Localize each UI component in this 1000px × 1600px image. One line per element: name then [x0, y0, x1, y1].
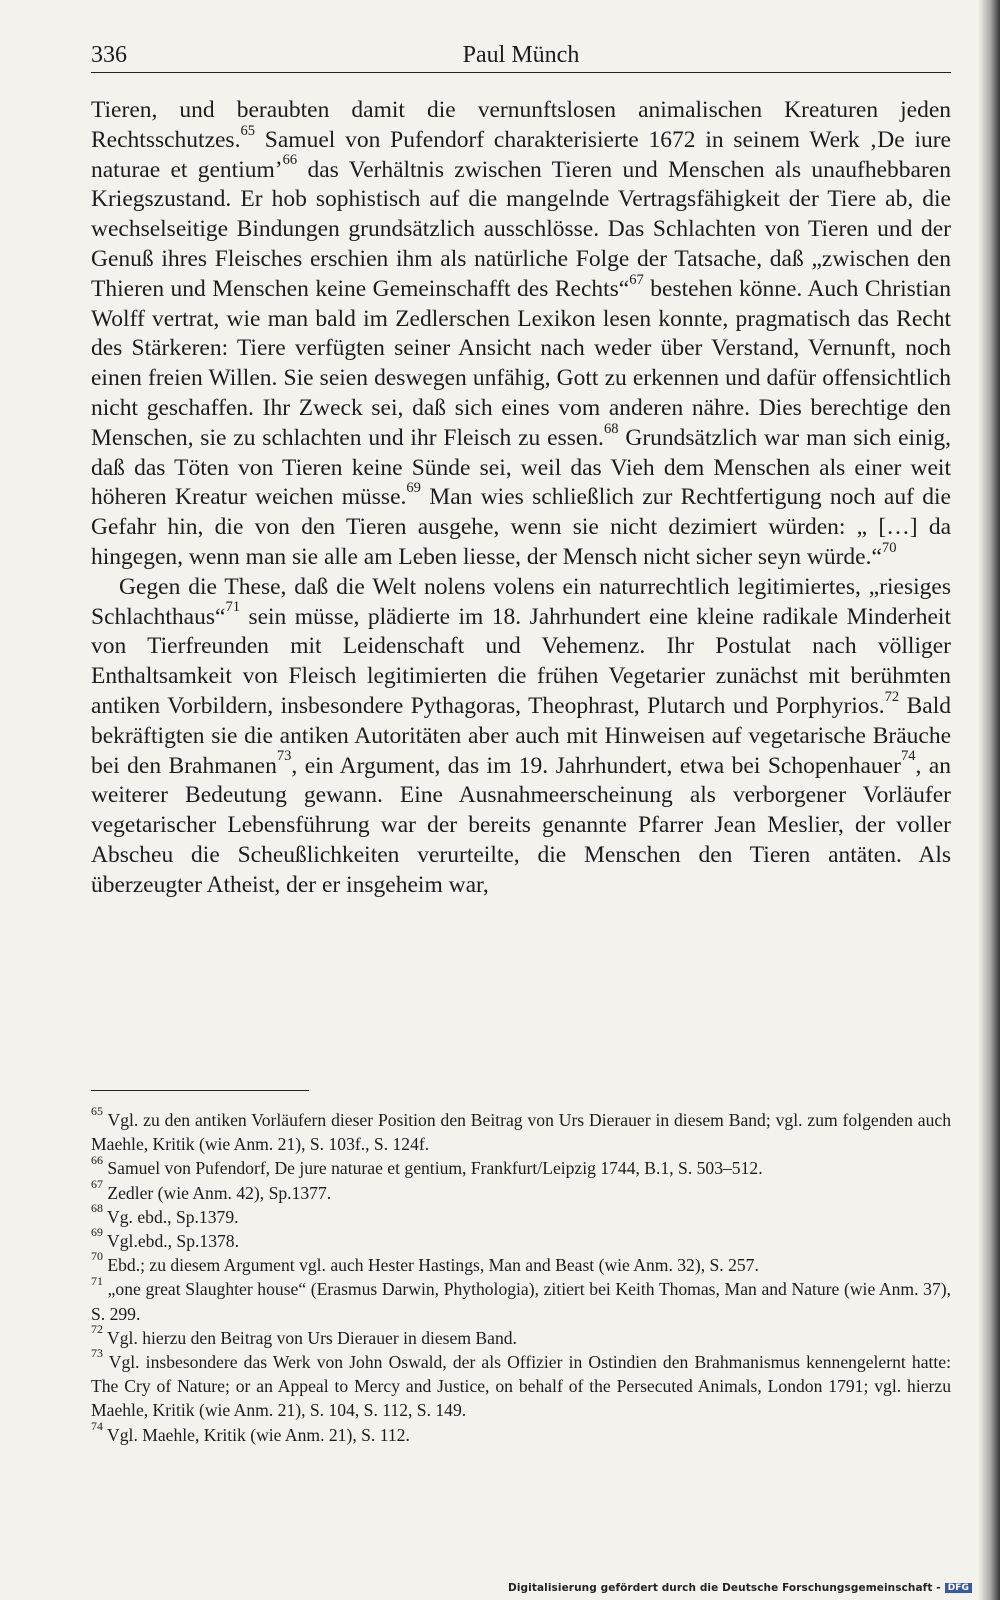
- footnote-number: 71: [91, 1273, 103, 1288]
- running-head: Paul Münch: [462, 42, 580, 68]
- text-run: , an weiterer Bedeutung gewann. Eine Ausnahmeerscheinung als verborgener Vorläufer vegetarischer Lebensführung war der bereits genannte Pfarrer Jean Meslier, der voller Abscheu die Scheußlichkeiten verurteilte, die Menschen den Tieren antäten. Als überzeugter Atheist, der er insgeheim war,: [91, 752, 951, 898]
- footnote-text: Ebd.; zu diesem Argument vgl. auch Hester Hastings, Man and Beast (wie Anm. 32), S. 257.: [107, 1255, 759, 1276]
- footnote-65: [91, 1104, 951, 1156]
- text-run: , ein Argument, das im 19. Jahrhundert, etwa bei Schopenhauer: [291, 752, 901, 779]
- footnote-text: Vgl. insbesondere das Werk von John Oswald, der als Offizier in Ostindien den Brahmanismus kennengelernt hatte: The Cry of Nature; or an Appeal to Mercy and Justice, on behalf of the Persecuted Animals, London 1791; vgl. hierzu Maehle, Kritik (wie Anm. 21), S. 104, S. 112, S. 149.: [91, 1352, 951, 1421]
- page-edge-shadow: [978, 0, 1000, 1600]
- footnote-text: Vgl. hierzu den Beitrag von Urs Dierauer in diesem Band.: [107, 1327, 517, 1348]
- page-number: 336: [91, 42, 127, 68]
- footnote-73: [91, 1346, 951, 1423]
- footnote-70: [91, 1249, 951, 1277]
- footnote-68: [91, 1201, 951, 1229]
- footnotes: [91, 1104, 951, 1447]
- credit-text: Digitalisierung gefördert durch die Deutsche Forschungsgemeinschaft -: [508, 1582, 941, 1594]
- footnote-text: Vgl.ebd., Sp.1378.: [107, 1231, 239, 1252]
- page-header: [91, 40, 951, 73]
- footnote-ref-72[interactable]: 72: [884, 688, 900, 705]
- footnote-number: 65: [91, 1104, 103, 1119]
- paragraph-2: [91, 573, 951, 901]
- footnote-ref-69[interactable]: 69: [406, 480, 421, 497]
- footnote-number: 67: [91, 1176, 103, 1191]
- body-text: [91, 96, 951, 901]
- footnote-number: 69: [91, 1225, 103, 1240]
- footnote-number: 74: [91, 1418, 103, 1433]
- digitization-credit: [508, 1582, 972, 1594]
- footnote-69: [91, 1225, 951, 1253]
- footnote-74: [91, 1418, 951, 1447]
- footnote-number: 70: [91, 1249, 103, 1264]
- dfg-logo: DFG: [945, 1583, 972, 1593]
- footnote-ref-74[interactable]: 74: [900, 748, 916, 765]
- text-run: das Verhältnis zwischen Tieren und Menschen als unaufhebbaren Kriegszustand. Er hob sophistisch auf die mangelnde Vertragsfähigkeit der Tiere ab, die wechselseitige Bindungen grundsätzlich ausschlösse. Das Schlachten von Tieren und der Genuß ihres Fleisches erschien ihm als natürliche Folge der Tatsache, daß „zwischen den Thieren und Menschen keine Gemeinschafft des Rechts“: [91, 156, 951, 302]
- footnote-text: Samuel von Pufendorf, De jure naturae et gentium, Frankfurt/Leipzig 1744, B.1, S. 503–512.: [107, 1158, 763, 1179]
- text-run: Man wies schließlich zur Rechtfertigung noch auf die Gefahr hin, die von den Tieren ausgehe, wenn sie nicht dezimiert würden: „ […] da hingegen, wenn man sie alle am Leben liesse, der Mensch nicht sicher seyn würde.“: [91, 484, 951, 570]
- text-run: sein müsse, plädierte im 18. Jahrhundert eine kleine radikale Minderheit von Tierfreunden mit Leidenschaft und Vehemenz. Ihr Postulat nach völliger Enthaltsamkeit von Fleisch legitimierten die frühen Vegetarier zunächst mit berühmten antiken Vorbildern, insbesondere Pythagoras, Theophrast, Plutarch und Porphyrios.: [91, 603, 951, 719]
- footnote-67: [91, 1176, 951, 1205]
- text-run: Grundsätzlich war man sich einig, daß das Töten von Tieren keine Sünde sei, weil das Vieh dem Menschen als einer weit höheren Kreatur weichen müsse.: [91, 424, 951, 511]
- footnote-ref-68[interactable]: 68: [603, 420, 619, 437]
- text-run: bestehen könne. Auch Christian Wolff vertrat, wie man bald im Zedlerschen Lexikon lesen konnte, pragmatisch das Recht des Stärkeren: Tiere verfügten seiner Ansicht nach weder über Verstand, Vernunft, noch einen freien Willen. Sie seien deswegen unfähig, Gott zu erkennen und dafür offensichtlich nicht geschaffen. Ihr Zweck sei, daß sich eines vom anderen nähre. Dies berechtige den Menschen, sie zu schlachten und ihr Fleisch zu essen.: [91, 275, 951, 451]
- footnote-number: 73: [91, 1346, 103, 1361]
- footnote-text: Vgl. Maehle, Kritik (wie Anm. 21), S. 112.: [107, 1424, 410, 1445]
- footnote-ref-66[interactable]: 66: [282, 152, 298, 169]
- text-run: Tieren, und beraubten damit die vernunftslosen animalischen Kreaturen jeden Rechtsschutzes.: [91, 97, 951, 153]
- footnote-ref-71[interactable]: 71: [225, 599, 240, 616]
- footnote-ref-73[interactable]: 73: [276, 748, 292, 765]
- footnote-text: „one great Slaughter house“ (Erasmus Darwin, Phythologia), zitiert bei Keith Thomas, Man and Nature (wie Anm. 37), S. 299.: [91, 1279, 951, 1324]
- footnote-72: [91, 1322, 951, 1350]
- footnote-number: 68: [91, 1201, 103, 1216]
- footnote-number: 66: [91, 1152, 103, 1167]
- footnote-ref-65[interactable]: 65: [240, 122, 256, 139]
- text-run: Samuel von Pufendorf charakterisierte 1672 in seinem Werk ‚De iure naturae et gentium’: [91, 126, 951, 183]
- paragraph-1: [91, 96, 951, 573]
- footnote-number: 72: [91, 1322, 103, 1337]
- text-run: Bald bekräftigten sie die antiken Autoritäten aber auch mit Hinweisen auf vegetarische Bräuche bei den Brahmanen: [91, 692, 951, 779]
- footnote-text: Vg. ebd., Sp.1379.: [107, 1206, 239, 1227]
- text-run: Gegen die These, daß die Welt nolens volens ein naturrechtlich legitimiertes, „riesiges Schlachthaus“: [91, 573, 951, 630]
- footnote-text: Vgl. zu den antiken Vorläufern dieser Position den Beitrag von Urs Dierauer in diesem Band; vgl. zum folgenden auch Maehle, Kritik (wie Anm. 21), S. 103f., S. 124f.: [91, 1110, 951, 1155]
- footnote-separator: [91, 1090, 309, 1091]
- footnote-text: Zedler (wie Anm. 42), Sp.1377.: [107, 1182, 332, 1203]
- footnote-71: [91, 1273, 951, 1325]
- footnote-ref-67[interactable]: 67: [629, 271, 644, 288]
- footnote-ref-70[interactable]: 70: [881, 539, 897, 556]
- footnote-66: [91, 1152, 951, 1180]
